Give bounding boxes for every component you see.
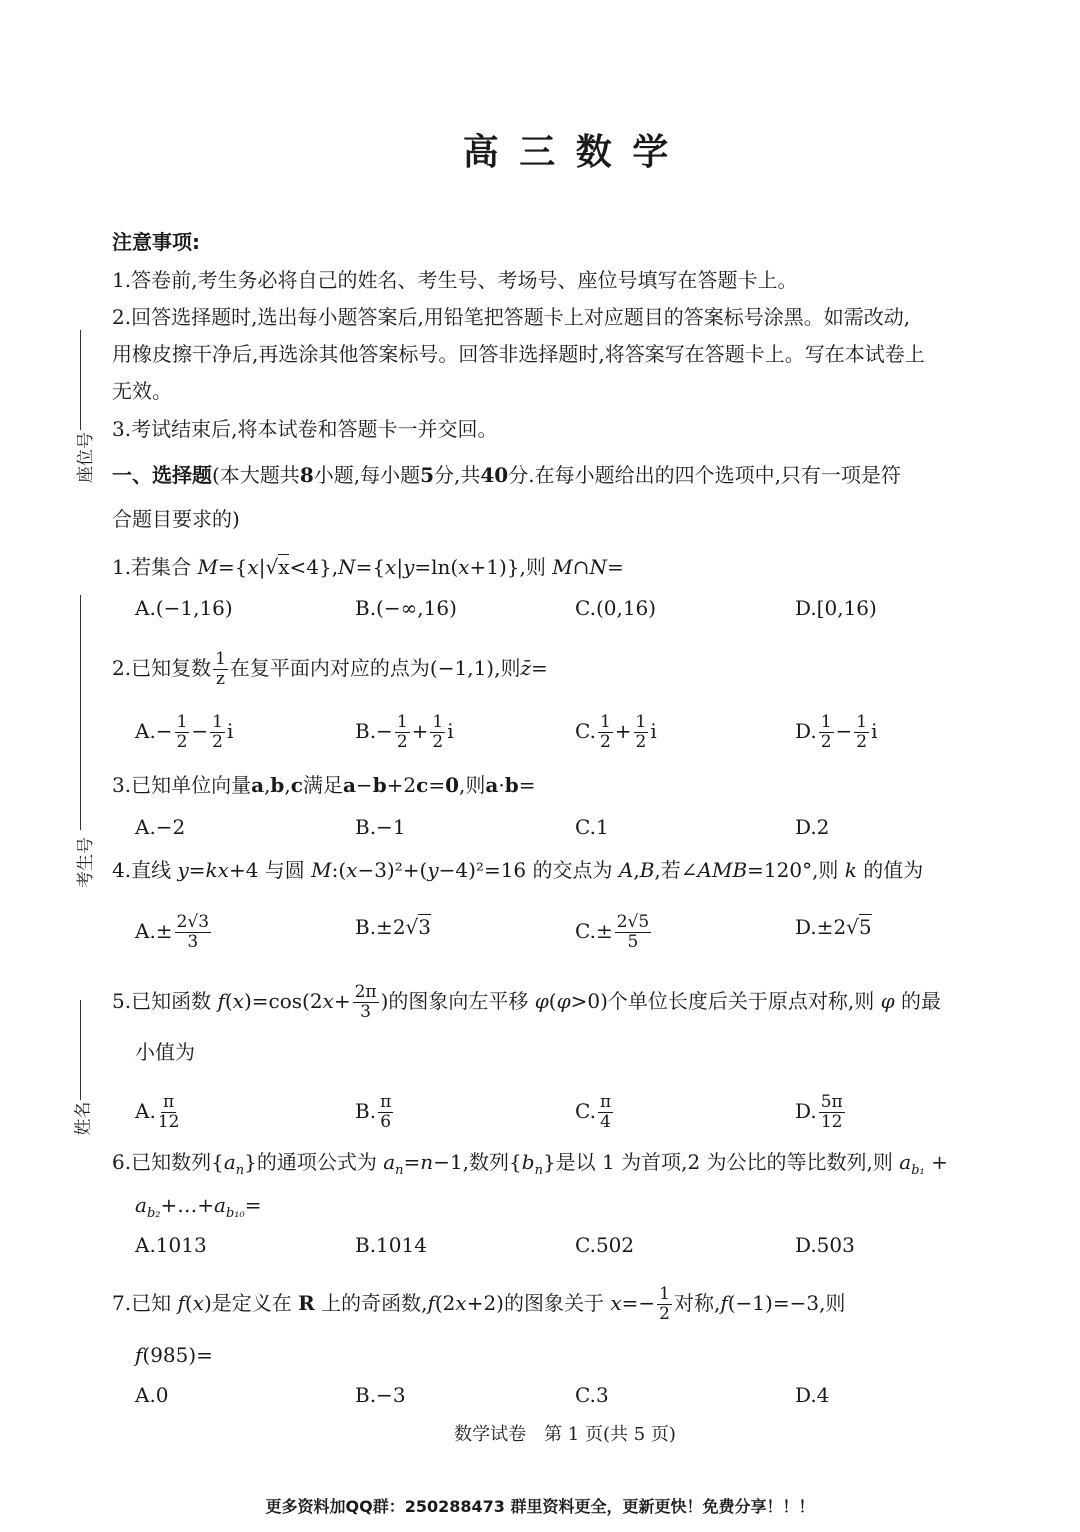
math-variable: k xyxy=(844,858,857,882)
question-2-option-C[interactable] xyxy=(575,713,657,752)
math-variable: φ xyxy=(534,989,549,1013)
text-run: }的通项公式为 xyxy=(244,1150,384,1174)
text-run: 2.已知复数 xyxy=(112,656,212,680)
text-run: −1,数列{ xyxy=(433,1150,522,1174)
text-run: =− xyxy=(621,1291,656,1315)
text-run: 分.在每小题给出的四个选项中,只有一项是符 xyxy=(508,463,901,487)
notice-item xyxy=(112,377,172,405)
numerator: 1 xyxy=(396,712,408,732)
text-run: + xyxy=(411,719,429,743)
fraction xyxy=(430,713,445,752)
student-number-line xyxy=(80,595,81,830)
page-title: 高 三 数 学 xyxy=(462,132,673,173)
text-run: 3.已知单位向量 xyxy=(112,773,252,797)
text-run: i xyxy=(650,719,657,743)
text-run: 用橡皮擦干净后,再选涂其他答案标号。回答非选择题时,将答案写在答题卡上。写在本试卷上 xyxy=(112,342,925,366)
question-7-option-D[interactable] xyxy=(795,1381,829,1409)
text-run: 2.回答选择题时,选出每小题答案后,用铅笔把答题卡上对应题目的答案标号涂黑。如需改动, xyxy=(112,305,911,329)
question-5-stem xyxy=(112,983,941,1022)
text-run: D.±2 xyxy=(795,915,847,939)
subscript: n xyxy=(534,1163,543,1178)
text-run: A.− xyxy=(135,719,173,743)
bold-term: b xyxy=(504,773,519,797)
text-run: +4 与圆 xyxy=(228,858,312,882)
text-run: D. xyxy=(795,1099,817,1123)
bold-term: b xyxy=(372,773,387,797)
seat-number-line xyxy=(80,330,81,430)
bold-term: 一、选择题 xyxy=(112,463,212,487)
text-run: ={ xyxy=(217,555,248,579)
fraction xyxy=(395,713,410,752)
question-5-option-B[interactable] xyxy=(355,1093,395,1132)
math-variable: a xyxy=(899,1150,912,1174)
seat-number-label: 座位号 xyxy=(76,432,96,483)
math-variable: φ xyxy=(556,989,571,1013)
numerator: 2√3 xyxy=(176,912,210,932)
question-5-stem xyxy=(135,1038,195,1066)
text-run: B. xyxy=(355,1099,377,1123)
text-run: + xyxy=(333,989,351,1013)
math-variable: x xyxy=(610,1291,622,1315)
numerator: 2π xyxy=(354,982,377,1002)
text-run: , xyxy=(264,773,271,797)
math-variable: AMB xyxy=(697,858,748,882)
fraction xyxy=(378,1093,393,1132)
question-5-option-D[interactable] xyxy=(795,1093,847,1132)
denominator: 2 xyxy=(396,732,408,752)
question-4-option-B[interactable] xyxy=(355,913,431,941)
text-run: C. xyxy=(575,1099,596,1123)
numerator: 1 xyxy=(215,649,226,669)
question-4-option-A[interactable] xyxy=(135,913,213,952)
text-run: :( xyxy=(331,858,347,882)
math-variable: f xyxy=(177,1291,185,1315)
text-run: D.[0,16) xyxy=(795,596,877,620)
math-variable: b xyxy=(521,1150,535,1174)
question-6-option-C[interactable] xyxy=(575,1231,634,1259)
text-run: <4}, xyxy=(289,555,339,579)
subscript: b₂ xyxy=(146,1206,161,1221)
text-run: 上的奇函数, xyxy=(314,1291,428,1315)
math-variable: f xyxy=(217,989,225,1013)
fraction xyxy=(353,983,379,1022)
fraction xyxy=(175,913,211,952)
question-2-option-A[interactable] xyxy=(135,713,233,752)
text-run: −3)²+( xyxy=(357,858,428,882)
text-run: )=cos(2 xyxy=(243,989,323,1013)
question-6-option-B[interactable] xyxy=(355,1231,427,1259)
radicand: x xyxy=(278,555,290,579)
text-run: B.− xyxy=(355,719,393,743)
text-run: C.502 xyxy=(575,1233,635,1257)
math-variable: x xyxy=(458,555,470,579)
question-3-option-B[interactable] xyxy=(355,813,406,841)
text-run: C.3 xyxy=(575,1383,609,1407)
math-variable: a xyxy=(135,1193,147,1217)
name-line xyxy=(80,1000,81,1100)
bold-term: c xyxy=(416,773,429,797)
math-variable: a xyxy=(383,1150,396,1174)
numerator: 1 xyxy=(432,712,444,732)
text-run: D. xyxy=(795,719,817,743)
text-run: }是以 1 为首项,2 为公比的等比数列,则 xyxy=(542,1150,900,1174)
bold-term: c xyxy=(290,773,303,797)
math-variable: x xyxy=(247,555,259,579)
question-3-option-A[interactable] xyxy=(135,813,185,841)
text-run: (−1)=−3,则 xyxy=(727,1291,846,1315)
fraction xyxy=(175,713,190,752)
question-1-option-A[interactable] xyxy=(135,594,233,622)
text-run: ( xyxy=(548,989,557,1013)
denominator: 2 xyxy=(659,1304,670,1324)
question-6-stem xyxy=(112,1148,948,1185)
text-run: | xyxy=(396,555,404,579)
question-7-option-B[interactable] xyxy=(355,1381,406,1409)
text-run: >0)个单位长度后关于原点对称,则 xyxy=(570,989,881,1013)
text-run: B.−1 xyxy=(355,815,406,839)
question-5-option-C[interactable] xyxy=(575,1093,615,1132)
math-variable: f xyxy=(427,1291,435,1315)
student-number-label: 考生号 xyxy=(76,837,96,888)
bold-term: a xyxy=(251,773,265,797)
numerator: 1 xyxy=(856,712,868,732)
text-run: −4)²=16 的交点为 xyxy=(438,858,619,882)
text-run: ∩ xyxy=(572,555,590,579)
math-variable: y xyxy=(427,858,439,882)
math-variable: y xyxy=(177,858,189,882)
numerator: 2√5 xyxy=(616,912,650,932)
bold-term: 40 xyxy=(480,463,509,487)
subscript: b₁₀ xyxy=(225,1206,245,1221)
question-7-stem xyxy=(135,1341,213,1369)
math-variable: kx xyxy=(205,858,229,882)
text-run: ,若∠ xyxy=(654,858,698,882)
math-variable: M xyxy=(311,858,332,882)
bold-term: a xyxy=(342,773,356,797)
question-2-option-B[interactable] xyxy=(355,713,454,752)
section-header xyxy=(112,505,240,533)
numerator: 1 xyxy=(212,712,223,732)
text-run: D.2 xyxy=(795,815,830,839)
subscript: n xyxy=(235,1163,245,1178)
fraction xyxy=(819,1093,845,1132)
question-1-option-C[interactable] xyxy=(575,594,656,622)
numerator: π xyxy=(163,1092,175,1112)
text-run: − xyxy=(355,773,373,797)
numerator: 5π xyxy=(820,1092,843,1112)
numerator: 1 xyxy=(599,712,611,732)
denominator: 2 xyxy=(856,732,868,752)
text-run: C.± xyxy=(575,919,613,943)
text-run: 在复平面内对应的点为(−1,1),则 xyxy=(229,656,521,680)
text-run: 满足 xyxy=(302,773,343,797)
fraction xyxy=(854,713,869,752)
denominator: 4 xyxy=(600,1112,611,1132)
text-run: , xyxy=(633,858,640,882)
fraction xyxy=(657,1285,672,1324)
numerator: π xyxy=(380,1092,392,1112)
text-run: − xyxy=(191,719,209,743)
text-run: = xyxy=(403,1150,421,1174)
text-run: =120°,则 xyxy=(747,858,845,882)
math-variable: M xyxy=(552,555,573,579)
question-2-stem xyxy=(112,650,548,689)
fraction xyxy=(210,713,225,752)
text-run: A.(−1,16) xyxy=(135,596,233,620)
text-run: +2)的图象关于 xyxy=(466,1291,611,1315)
square-root: √x xyxy=(265,555,290,579)
text-run: = xyxy=(188,858,206,882)
fraction xyxy=(615,913,651,952)
text-run: · xyxy=(498,773,505,797)
question-3-option-C[interactable] xyxy=(575,813,609,841)
math-variable: x xyxy=(385,555,397,579)
text-run: ={ xyxy=(355,555,386,579)
denominator: 6 xyxy=(380,1112,392,1132)
denominator: z xyxy=(216,669,225,689)
text-run: = xyxy=(531,656,548,680)
denominator: 12 xyxy=(820,1112,843,1132)
question-7-option-A[interactable] xyxy=(135,1381,169,1409)
subscript: b₁ xyxy=(911,1163,925,1178)
subscript: n xyxy=(395,1163,404,1178)
question-3-stem xyxy=(112,771,535,799)
text-run: A. xyxy=(135,1099,156,1123)
text-run: B.1014 xyxy=(355,1233,427,1257)
text-run: 无效。 xyxy=(112,379,172,403)
text-run: i xyxy=(447,719,454,743)
text-run: )的图象向左平移 xyxy=(380,989,535,1013)
math-variable: n xyxy=(420,1150,434,1174)
bold-term: a xyxy=(485,773,499,797)
text-run: ,则 xyxy=(459,773,486,797)
text-run: = xyxy=(244,1193,262,1217)
text-run: +…+ xyxy=(160,1193,214,1217)
math-variable: N xyxy=(589,555,607,579)
text-run: + xyxy=(924,1150,948,1174)
math-variable: N xyxy=(338,555,356,579)
numerator: 1 xyxy=(635,712,647,732)
fraction xyxy=(819,713,834,752)
bold-term: 0 xyxy=(445,773,460,797)
text-run: 4.直线 xyxy=(112,858,178,882)
text-run: 3.考试结束后,将本试卷和答题卡一并交回。 xyxy=(112,417,498,441)
radicand: 5 xyxy=(858,915,872,939)
math-variable: f xyxy=(720,1291,728,1315)
math-variable: x xyxy=(192,1291,204,1315)
text-run: 6.已知数列{ xyxy=(112,1150,224,1174)
math-variable: a xyxy=(214,1193,226,1217)
math-variable: x xyxy=(322,989,334,1013)
text-run: D.4 xyxy=(795,1383,830,1407)
denominator: 3 xyxy=(360,1002,371,1022)
denominator: 5 xyxy=(627,932,639,952)
denominator: 3 xyxy=(187,932,199,952)
denominator: 2 xyxy=(635,732,647,752)
text-run: C.(0,16) xyxy=(575,596,657,620)
denominator: 2 xyxy=(599,732,611,752)
text-run: 5.已知函数 xyxy=(112,989,218,1013)
question-1-option-B[interactable] xyxy=(355,594,457,622)
math-variable: x xyxy=(346,858,358,882)
question-6-option-A[interactable] xyxy=(135,1231,207,1259)
math-variable: y xyxy=(403,555,415,579)
math-variable: φ xyxy=(880,989,895,1013)
text-run: B.±2 xyxy=(355,915,406,939)
radicand: 3 xyxy=(418,915,432,939)
question-1-option-D[interactable] xyxy=(795,594,877,622)
denominator: 12 xyxy=(157,1112,180,1132)
text-run: ( xyxy=(184,1291,193,1315)
question-6-option-D[interactable] xyxy=(795,1231,855,1259)
text-run: 7.已知 xyxy=(112,1291,178,1315)
text-run: , xyxy=(284,773,291,797)
question-7-option-C[interactable] xyxy=(575,1381,609,1409)
math-variable: f xyxy=(135,1343,143,1367)
text-run: A.0 xyxy=(135,1383,169,1407)
math-variable: a xyxy=(223,1150,236,1174)
text-run: +2 xyxy=(386,773,417,797)
text-run: = xyxy=(428,773,446,797)
text-run: C.1 xyxy=(575,815,609,839)
question-1-stem xyxy=(112,553,624,581)
fraction xyxy=(598,713,613,752)
text-run: +1)},则 xyxy=(469,555,553,579)
question-7-stem xyxy=(112,1285,845,1324)
fraction xyxy=(634,713,649,752)
text-run: (985)= xyxy=(142,1343,213,1367)
question-4-option-C[interactable] xyxy=(575,913,653,952)
text-run: i xyxy=(226,719,234,743)
notice-item xyxy=(112,303,910,331)
math-variable: B xyxy=(639,858,655,882)
denominator: 2 xyxy=(176,732,188,752)
notice-item xyxy=(112,415,497,443)
text-run: B.−3 xyxy=(355,1383,406,1407)
numerator: π xyxy=(599,1092,612,1112)
text-run: ( xyxy=(224,989,233,1013)
numerator: 1 xyxy=(176,712,188,732)
math-variable: x xyxy=(455,1291,467,1315)
bold-term: 5 xyxy=(420,463,435,487)
denominator: 2 xyxy=(820,732,832,752)
text-run: (本大题共 xyxy=(212,463,300,487)
text-run: = xyxy=(518,773,536,797)
question-2-option-D[interactable] xyxy=(795,713,878,752)
text-run: 的值为 xyxy=(856,858,924,882)
name-label: 姓名 xyxy=(73,1101,94,1136)
notice-item xyxy=(112,266,797,294)
fraction xyxy=(158,1093,180,1132)
math-variable: M xyxy=(197,555,218,579)
bold-term: R xyxy=(298,1291,315,1315)
math-variable: x xyxy=(232,989,244,1013)
text-run: + xyxy=(614,719,632,743)
text-run: 小题,每小题 xyxy=(313,463,421,487)
notice-heading: 注意事项: xyxy=(112,230,200,254)
question-6-stem xyxy=(135,1191,261,1228)
text-run: A.± xyxy=(135,919,173,943)
denominator: 2 xyxy=(432,732,444,752)
text-run: D.503 xyxy=(795,1233,855,1257)
question-3-option-D[interactable] xyxy=(795,813,829,841)
text-run: 1.答卷前,考生务必将自己的姓名、考生号、考场号、座位号填写在答题卡上。 xyxy=(112,268,798,292)
bold-term: 8 xyxy=(299,463,314,487)
math-variable: A xyxy=(618,858,634,882)
text-run: A.1013 xyxy=(135,1233,207,1257)
square-root: √5 xyxy=(846,915,872,939)
text-run: 1.若集合 xyxy=(112,555,198,579)
fraction xyxy=(213,650,228,689)
text-run: =ln( xyxy=(414,555,459,579)
promo-banner: 更多资料加QQ群：250288473 群里资料更全，更新更快！免费分享！！！ xyxy=(265,1497,815,1516)
text-run: A.−2 xyxy=(135,815,186,839)
text-run: | xyxy=(258,555,266,579)
question-4-stem xyxy=(112,856,923,884)
text-run: C. xyxy=(575,719,596,743)
text-run: 小值为 xyxy=(135,1040,195,1064)
text-run: 合题目要求的) xyxy=(112,507,240,531)
question-5-option-A[interactable] xyxy=(135,1093,181,1132)
page-footer: 数学试卷 第 1 页(共 5 页) xyxy=(454,1424,676,1445)
text-run: 分,共 xyxy=(434,463,481,487)
denominator: 2 xyxy=(212,732,223,752)
numerator: 1 xyxy=(659,1284,670,1304)
notice-item xyxy=(112,340,925,368)
numerator: 1 xyxy=(820,712,832,732)
text-run: 对称, xyxy=(673,1291,721,1315)
text-run: )是定义在 xyxy=(203,1291,299,1315)
section-header xyxy=(112,461,901,489)
text-run: (2 xyxy=(434,1291,456,1315)
text-run: 的最 xyxy=(894,989,941,1013)
text-run: − xyxy=(835,719,853,743)
fraction xyxy=(598,1093,613,1132)
text-run: = xyxy=(607,555,624,579)
bold-term: b xyxy=(270,773,285,797)
math-variable: z̄ xyxy=(520,656,531,680)
square-root: √3 xyxy=(405,915,432,939)
text-run: i xyxy=(871,719,878,743)
text-run: B.(−∞,16) xyxy=(355,596,457,620)
question-4-option-D[interactable] xyxy=(795,913,872,941)
